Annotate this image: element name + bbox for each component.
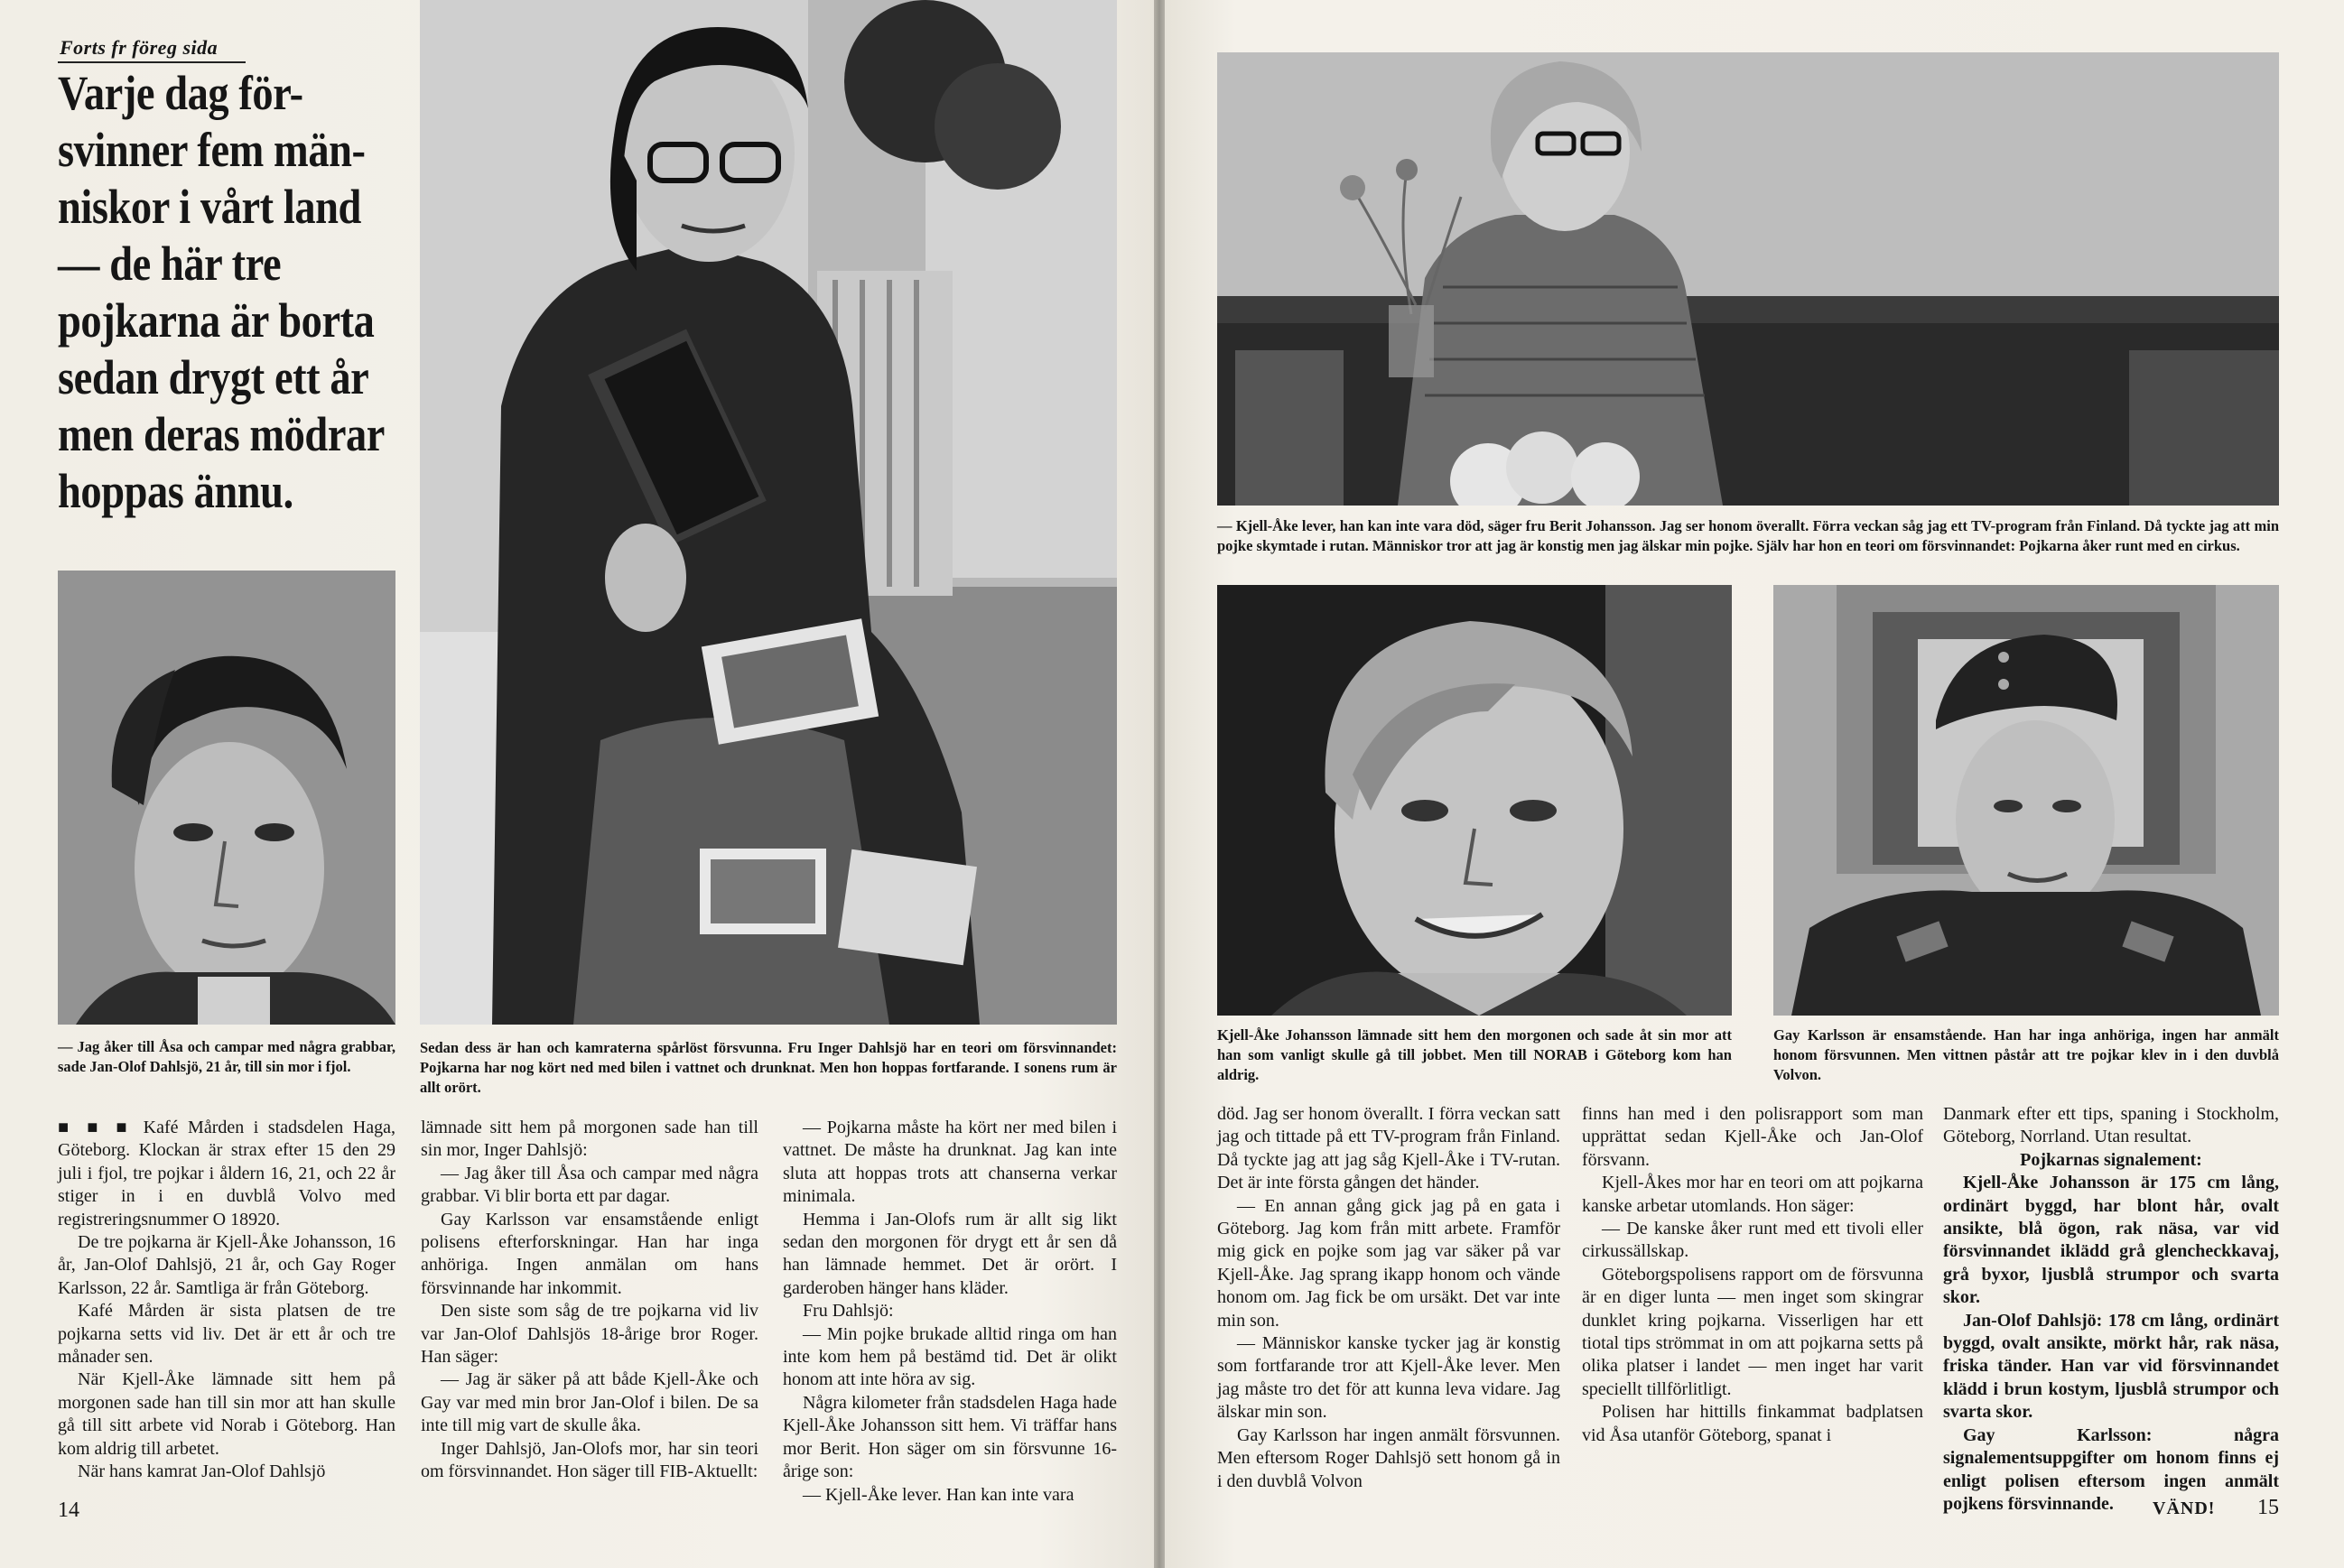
paragraph: Den siste som såg de tre pojkarna vid liv var Jan-Olof Dahlsjös 18-årige bror Roger. Han säger:: [421, 1301, 758, 1368]
kicker-rule: [58, 61, 246, 63]
headline: [58, 65, 384, 520]
paragraph: Kjell-Åkes mor har en teori om att pojkarna kanske arbetar utomlands. Hon säger:: [1582, 1173, 1923, 1216]
caption-gay-karlsson: Gay Karlsson är ensamstående. Han har inga anhöriga, ingen har anmält honom försvunnen. Men vittnen påstår att tre pojkar klev in i den duvblå Volvon.: [1773, 1026, 2279, 1083]
page-number-right: 15: [2257, 1496, 2279, 1519]
headline-line: pojkarna är borta: [58, 293, 375, 348]
photo-kjell-ake-johansson: [1217, 585, 1732, 1016]
paragraph: Kafé Mården i stadsdelen Haga, Göteborg. Klockan är strax efter 15 den 29 juli i fjol, tre pojkar i åldern 16, 21, och 22 år stiger in i en duvblå Volvo med registreringsnummer O 18920.: [58, 1118, 395, 1229]
right-body-col-2: [1582, 1103, 1923, 1447]
paragraph: Gay Karlsson var ensamstående enligt polisens efterforskningar. Han har inga anhöriga. Ingen anmälan om hans försvinnande har inkommit.: [421, 1209, 758, 1298]
paragraph: När Kjell-Åke lämnade sitt hem på morgonen sade han till sin mor att han skulle gå till sitt arbete vid Norab i Göteborg. Han kom aldrig till arbetet.: [58, 1369, 395, 1459]
paragraph: — Människor kanske tycker jag är konstig som fortfarande tror att Kjell-Åke lever. Men jag måste tro det för att kunna leva vidare. Jag älskar min son.: [1217, 1333, 1560, 1423]
left-body-col-3: [783, 1117, 1117, 1507]
paragraph: — Jag åker till Åsa och campar med några grabbar. Vi blir borta ett par dagar.: [421, 1163, 758, 1207]
headline-line: hoppas ännu.: [58, 464, 293, 518]
paragraph: Polisen har hittills finkammat badplatsen vid Åsa utanför Göteborg, spanat i: [1582, 1402, 1923, 1445]
left-page: [0, 0, 1154, 1568]
paragraph: Några kilometer från stadsdelen Haga hade Kjell-Åke Johansson sitt hem. Vi träffar hans mor Berit. Hon säger om sin försvunne 16-årige son:: [783, 1392, 1117, 1482]
photo-berit-johansson: [1217, 52, 2279, 506]
paragraph: — Jag är säker på att både Kjell-Åke och Gay var med min bror Jan-Olof i bilen. De sa inte till mig vart de skulle åka.: [421, 1369, 758, 1436]
photo-jan-olof: [58, 571, 395, 1025]
headline-line: niskor i vårt land: [58, 180, 361, 234]
caption-kjell-ake-johansson: Kjell-Åke Johansson lämnade sitt hem den morgonen och sade åt sin mor att han som vanligt skulle gå till jobbet. Men till NORAB i Göteborg kom han aldrig.: [1217, 1026, 1732, 1083]
headline-line: sedan drygt ett år: [58, 350, 369, 404]
headline-line: svinner fem män-: [58, 123, 366, 177]
caption-jan-olof: — Jag åker till Åsa och campar med några grabbar, sade Jan-Olof Dahlsjö, 21 år, till sin mor i fjol.: [58, 1038, 395, 1075]
turn-page-label: VÄND!: [2153, 1498, 2216, 1518]
right-body-col-3: [1943, 1103, 2279, 1516]
lead-marks: ■ ■ ■: [58, 1118, 135, 1137]
kicker: Forts fr föreg sida: [60, 36, 219, 59]
headline-line: Varje dag för-: [58, 66, 303, 120]
right-body-col-1: [1217, 1103, 1560, 1493]
photo-gay-karlsson: [1773, 585, 2279, 1016]
paragraph: Gay Karlsson har ingen anmält försvunnen. Men eftersom Roger Dahlsjö sett honom gå in i den duvblå Volvon: [1217, 1424, 1560, 1491]
caption-inger-dahlsjo: Sedan dess är han och kamraterna spårlöst försvunna. Fru Inger Dahlsjö har en teori om försvinnandet: Pojkarna har nog kört ned med bilen i vattnet och drunknat. Men hon hoppas fortfarande. I sonens rum är allt orört.: [420, 1039, 1117, 1096]
paragraph: Danmark efter ett tips, spaning i Stockholm, Göteborg, Norrland. Utan resultat.: [1943, 1104, 2279, 1147]
paragraph: — Pojkarna måste ha kört ner med bilen i vattnet. De måste ha drunknat. Jag kan inte sluta att hoppas trots att chanserna verkar minimala.: [783, 1118, 1117, 1207]
paragraph: — Kjell-Åke lever. Han kan inte vara: [803, 1484, 1074, 1505]
paragraph: Kjell-Åke Johansson är 175 cm lång, ordinärt byggd, har blont hår, ovalt ansikte, blå ögon, rak näsa, var vid försvinnandet iklädd grå glencheckkavaj, grå byxor, ljusblå strumpor och svarta skor.: [1943, 1173, 2279, 1308]
left-body-col-1: [58, 1117, 395, 1484]
paragraph: Fru Dahlsjö:: [803, 1301, 894, 1322]
photo-inger-dahlsjo: [420, 0, 1117, 1025]
left-body-col-2: [421, 1117, 758, 1484]
right-page: [1165, 0, 2344, 1568]
paragraph: När hans kamrat Jan-Olof Dahlsjö: [78, 1461, 326, 1482]
paragraph: lämnade sitt hem på morgonen sade han till sin mor, Inger Dahlsjö:: [421, 1118, 758, 1161]
paragraph: — Min pojke brukade alltid ringa om han inte kom hem på bestämd tid. Det är olikt honom att inte höra av sig.: [783, 1323, 1117, 1390]
caption-berit-johansson: — Kjell-Åke lever, han kan inte vara död, säger fru Berit Johansson. Jag ser honom överallt. Förra veckan såg jag ett TV-program från Finland. Då tyckte jag att min pojke skymtade i rutan. Människor tror att jag är konstig men jag älskar min pojke. Själv har hon en teori om försvinnandet: Pojkarna åker runt med en cirkus.: [1217, 517, 2279, 554]
headline-line: — de här tre: [58, 237, 282, 291]
paragraph: — De kanske åker runt med ett tivoli eller cirkussällskap.: [1582, 1219, 1923, 1262]
headline-line: men deras mödrar: [58, 407, 385, 461]
paragraph: Hemma i Jan-Olofs rum är allt sig likt sedan den morgonen för drygt ett år sen då han lämnade hemmet. Det är orört. I garderoben hänger hans kläder.: [783, 1209, 1117, 1298]
paragraph: Kafé Mården är sista platsen de tre pojkarna setts vid liv. Det är ett år och tre månader sen.: [58, 1301, 395, 1368]
paragraph: Inger Dahlsjö, Jan-Olofs mor, har sin teori om försvinnandet. Hon säger till FIB-Aktuellt:: [421, 1438, 758, 1482]
paragraph: Jan-Olof Dahlsjö: 178 cm lång, ordinärt byggd, ovalt ansikte, mörkt hår, rak näsa, friska tänder. Han var vid försvinnandet klädd i brun kostym, ljusblå strumpor och svarta skor.: [1943, 1310, 2279, 1423]
paragraph: — En annan gång gick jag på en gata i Göteborg. Jag kom från mitt arbete. Framför mig gick en pojke som jag var säker på var Kjell-Åke. Jag sprang ikapp honom och vände honom om. Jag fick be om ursäkt. Det var inte min son.: [1217, 1195, 1560, 1331]
paragraph: Gay Karlsson: några signalementsuppgifter om honom finns ej enligt polisen eftersom ingen anmält pojkens försvinnande.: [1943, 1424, 2279, 1514]
page-number-left: 14: [58, 1498, 79, 1522]
paragraph: död. Jag ser honom överallt. I förra veckan satt jag och tittade på ett TV-program från Finland. Då tyckte jag att jag såg Kjell-Åke i TV-rutan. Det är inte första gången det händer.: [1217, 1104, 1560, 1193]
paragraph: finns han med i den polisrapport som man upprättat sedan Kjell-Åke och Jan-Olof försvann.: [1582, 1104, 1923, 1170]
paragraph: Göteborgspolisens rapport om de försvunna är en diger lunta — men inget som skingrar dunklet kring pojkarna. Visserligen har ett tiotal tips strömmat in om att pojkarna setts på olika platser i landet — men inget har varit speciellt tillförlitligt.: [1582, 1264, 1923, 1399]
signalement-heading: Pojkarnas signalement:: [2020, 1149, 2202, 1170]
paragraph: De tre pojkarna är Kjell-Åke Johansson, 16 år, Jan-Olof Dahlsjö, 21 år, och Gay Roger Karlsson, 22 år. Samtliga är från Göteborg.: [58, 1232, 395, 1298]
